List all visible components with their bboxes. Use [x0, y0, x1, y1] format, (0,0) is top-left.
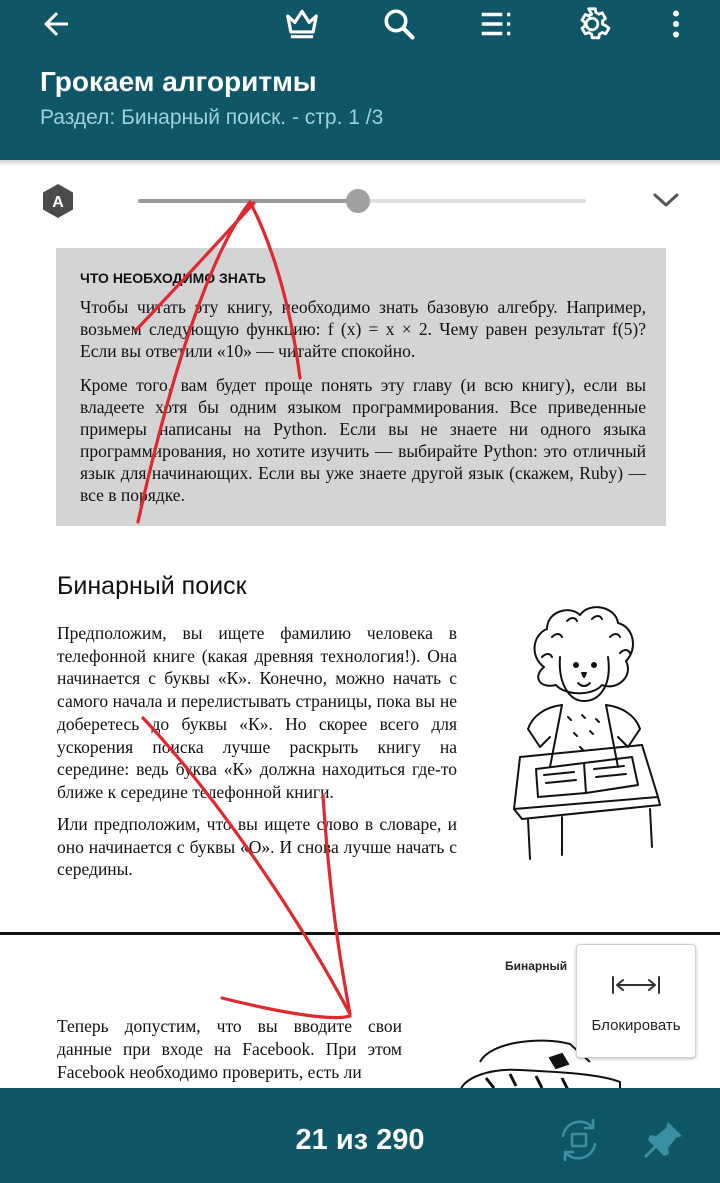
more-vertical-icon	[658, 6, 694, 42]
back-arrow-icon	[38, 6, 74, 42]
section-heading: Бинарный поиск	[57, 572, 247, 600]
chevron-down-icon[interactable]	[650, 186, 682, 214]
page-separator	[0, 932, 720, 935]
table-of-contents-button[interactable]	[466, 0, 526, 48]
horizontal-arrows-icon	[611, 975, 661, 995]
toolbar-shadow	[0, 160, 720, 166]
bottom-bar	[0, 1088, 720, 1183]
page-counter[interactable]: 21 из 290	[295, 1124, 425, 1156]
settings-button[interactable]	[562, 0, 622, 48]
box-paragraph-1: Чтобы читать эту книгу, необходимо знать базовую алгебру. Например, возьмем следующую функцию: f (x) = x × 2. Чему равен результат f(5)? Если вы ответили «10» — читайте спокойно.	[80, 297, 646, 361]
font-size-slider[interactable]	[138, 199, 586, 203]
lock-scroll-label: Блокировать	[591, 1017, 681, 1034]
svg-text:A: A	[52, 194, 64, 211]
lock-scroll-button[interactable]	[576, 944, 696, 1058]
running-head: Бинарный	[505, 959, 568, 973]
font-size-icon[interactable]	[40, 183, 76, 219]
box-paragraph-2: Кроме того, вам будет проще понять эту главу (и всю книгу), если вы владеете хотя бы одним языком программирования. Все приведенные примеры написаны на Python. Если вы не знаете ни одного языка программирования, но хотите изучить — выбирайте Python: это отличный язык для начинающих. Если вы уже знаете другой язык (скажем, Ruby) — все в порядке.	[80, 375, 646, 505]
rotate-lock-icon[interactable]	[555, 1116, 603, 1164]
premium-button[interactable]	[272, 0, 332, 48]
crown-icon	[283, 5, 321, 43]
chapter-subtitle: Раздел: Бинарный поиск. - стр. 1 /3	[40, 106, 384, 129]
toc-list-icon	[477, 5, 515, 43]
paragraph-2: Или предположим, что вы ищете слово в словаре, и оно начинается с буквы «О». И снова лучше начать с середины.	[57, 814, 457, 880]
reader-illustration	[492, 597, 672, 867]
top-app-bar	[0, 0, 720, 160]
next-page-paragraph: Теперь допустим, что вы вводите свои данные при входе на Facebook. При этом Facebook необходимо проверить, есть ли	[57, 1016, 402, 1082]
paragraph-1: Предположим, вы ищете фамилию человека в телефонной книге (какая древняя технология!). Она начинается с буквы «К». Конечно, можно начать с самого начала и перелистывать страницы, пока вы не доберетесь до буквы «К». Но скорее всего для ускорения поиска лучше раскрыть книгу на середине: ведь буква «К» должна находиться где-то ближе к середине телефонной книги.	[57, 623, 457, 802]
font-size-slider-thumb[interactable]	[346, 189, 370, 213]
search-icon	[381, 6, 417, 42]
box-heading: ЧТО НЕОБХОДИМО ЗНАТЬ	[80, 270, 266, 286]
prerequisites-box	[56, 248, 666, 526]
pin-icon[interactable]	[642, 1118, 686, 1162]
more-options-button[interactable]	[646, 0, 706, 48]
book-title: Грокаем алгоритмы	[40, 66, 317, 97]
back-button[interactable]	[26, 0, 86, 48]
gear-icon	[572, 4, 612, 44]
font-size-slider-fill	[138, 199, 358, 203]
search-button[interactable]	[369, 0, 429, 48]
